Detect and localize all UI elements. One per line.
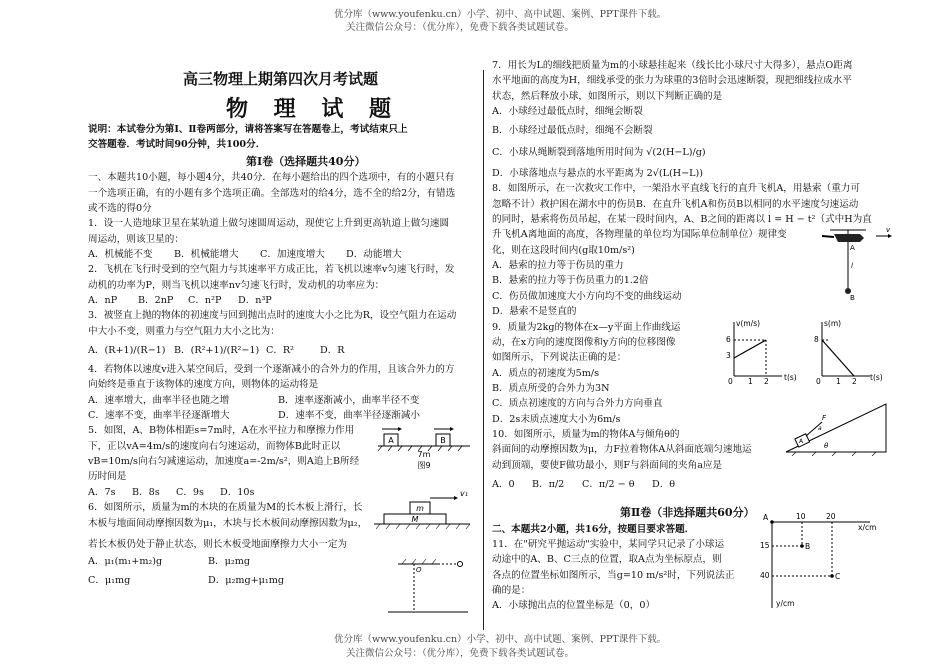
option: D．小球落地点与悬点的水平距离为 2√(L(H−L)) [492, 168, 703, 180]
option: C．π/2 − θ [582, 478, 635, 490]
q7-text: 7．用长为L的细线把质量为m的小球悬挂起来（线长比小球尺寸大得多），悬点O距离 [492, 60, 853, 71]
option: C．质点初速度的方向与合外力方向垂直 [492, 398, 663, 410]
force-label: F [822, 414, 827, 422]
st-xlabel: t(s) [870, 373, 883, 382]
exam-subtitle: 物 理 试 题 [226, 96, 400, 122]
option: A．速率增大，曲率半径也随之增 [88, 394, 230, 406]
velocity-label: v [886, 226, 891, 234]
q5-text: 历时间是 [88, 471, 127, 483]
column-divider [483, 70, 484, 630]
option: B．π/2 [532, 478, 565, 490]
header-line-2: 关注微信公众号：（优分库），免费下载各类试题试卷。 [346, 22, 575, 33]
q8-text: 升飞机A离地面的高度，各物理量的单位均为国际单位制单位）规律变 [492, 229, 787, 241]
st-xtick: 2 [852, 377, 857, 384]
vt-xtick: 2 [764, 377, 769, 384]
grid-xlabel: x/cm [858, 523, 877, 532]
fig-distance: 7m [417, 450, 431, 459]
option: D．速率不变，曲率半径逐渐减小 [278, 410, 421, 422]
option: C．μ₁mg [88, 575, 131, 587]
option: A．0 [492, 478, 515, 490]
vt-graph [720, 318, 806, 384]
option: C．速率不变，曲率半径逐渐增大 [88, 410, 230, 422]
option: D．悬索不是竖直的 [492, 306, 577, 318]
q11-grid-figure [760, 508, 892, 610]
grid-ytick: 15 [760, 541, 770, 550]
alpha-label: a [818, 425, 822, 432]
q9-text: 9．质量为2kg的物体在x—y平面上作曲线运 [492, 321, 681, 333]
q4-text: 4．若物体以速度v进入某空间后，受到一个逐渐减小的合外力的作用，且该合外力的方 [88, 364, 455, 376]
q1-text: 1．设一人造地球卫星在某轨道上做匀速圆周运动，现使它上升到更高轨道上做匀速圆 [88, 218, 450, 230]
person-label: B [850, 294, 855, 302]
q4-options [88, 393, 476, 408]
q1-text: 周运动，则该卫星的： [88, 233, 184, 245]
q9-text: 动，在x方向的速度图像和y方向的位移图像 [492, 336, 676, 348]
option: C．小球从绳断裂到落地所用时间为 √(2(H−L)/g) [492, 146, 706, 158]
grid-xtick: 20 [826, 512, 836, 521]
velocity-label: v₁ [460, 489, 468, 498]
option: C．伤员做加速度大小方向均不变的曲线运动 [492, 290, 682, 302]
q8-figure [820, 222, 896, 304]
vt-ylabel: v(m/s) [736, 319, 761, 328]
option: B．质点所受的合外力为3N [492, 382, 610, 394]
option: A．机械能不变 [88, 249, 153, 260]
q4-text: 向始终是垂直于该物体的速度方向，则物体的运动将是 [88, 379, 319, 391]
theta-label: θ [824, 442, 829, 450]
helicopter-label: A [850, 244, 855, 252]
q7-text: 状态，然后释放小球，如图所示，则以下判断正确的是 [492, 90, 723, 102]
option: A．nP [88, 295, 118, 307]
q1-options [88, 247, 476, 262]
option: C．n²P [188, 295, 222, 307]
q2-text: 动机的功率为P，则当飞机以速率nv匀速飞行时，发动机的功率应为： [88, 279, 385, 291]
q11-text: 确的是： [492, 584, 531, 596]
option: A．(R+1)/(R−1) [88, 345, 166, 357]
grid-ylabel: y/cm [776, 599, 795, 608]
point-a [770, 520, 774, 524]
q8-text: 8．如图所示，在一次救灾工作中，一架沿水平直线飞行的直升飞机A，用悬索（重力可 [492, 183, 860, 195]
exam-title: 高三物理上期第四次月考试题 [183, 70, 379, 88]
part2-title: 第Ⅱ卷（非选择题共60分） [620, 505, 755, 519]
vt-xlabel: t(s) [784, 373, 797, 382]
vt-ytick: 3 [726, 351, 731, 360]
q10-text: 动到顶端，要使F做功最小，则F与斜面间的夹角a应是 [492, 459, 723, 471]
grid-ytick: 40 [760, 571, 770, 580]
option: C．加速度增大 [260, 249, 325, 260]
fig-label: 图9 [417, 461, 431, 470]
option: B．速率逐渐减小，曲率半径不变 [278, 394, 420, 406]
q3-text: 中大小不变，则重力与空气阻力大小之比为： [88, 325, 280, 337]
block-a-label: A [388, 436, 394, 445]
st-ylabel: s(m) [824, 319, 842, 328]
section-2-intro: 二、本题共2小题，共16分，按题目要求答题． [492, 523, 695, 535]
point-label: A [763, 513, 769, 522]
q11-text: 动途中的A、B、C三点的位置，取A点为坐标原点，则 [492, 554, 722, 566]
q3-text: 3．被竖直上抛的物体的初速度与回到抛出点时的速度大小之比为R，设空气阻力在运动 [88, 310, 457, 322]
part1-intro: 一个选项正确，有的小题有多个选项正确。全部选对的给4分，选不全的给2分，有错选 [88, 187, 456, 199]
option: B．小球经过最低点时，细绳不会断裂 [492, 125, 653, 137]
option: D．θ [652, 478, 676, 490]
q11-text: 各点的位置坐标如图所示，当g=10 m/s²时，下列说法正 [492, 569, 735, 581]
vt-ytick: 6 [726, 335, 731, 344]
option: A．悬索的拉力等于伤员的重力 [492, 260, 624, 272]
footer-line-1: 优分库（www.youfenku.cn）小学、初中、高中试题、案例、PPT课件下载。 [334, 634, 667, 645]
q9-text: 如图所示，下列说法正确的是： [492, 352, 627, 364]
q10-figure [782, 400, 888, 456]
q6-figure [372, 488, 472, 536]
st-xtick: 0 [816, 377, 821, 384]
intro-line: 交答题卷．考试时间90分钟，共100分． [88, 139, 266, 151]
option: A．7s [88, 486, 116, 498]
q8-text: 的同时，悬索将伤员吊起，在某一段时间内，A、B之间的距离以 l = H − t²（式中H为直 [492, 214, 872, 226]
part1-intro: 一、本题共10小题，每小题4分，共40分．在每小题给出的四个选项中，有的小题只有 [88, 172, 455, 184]
q3-options [88, 339, 476, 362]
q6-text: 6．如图所示，质量为m的木块的在质量为M的长木板上滑行，长 [88, 502, 363, 514]
intro-line: 说明：本试卷分为第Ⅰ、Ⅱ卷两部分，请将答案写在答题卷上，考试结束只上 [88, 124, 408, 135]
option: B．机械能增大 [174, 249, 239, 260]
option: D．10s [220, 486, 255, 498]
q2-text: 2．飞机在飞行时受到的空气阻力与其速率平方成正比，若飞机以速率v匀速飞行时，发 [88, 264, 455, 276]
st-series-line [822, 340, 854, 376]
option: D．μ₂mg+μ₁mg [208, 575, 284, 587]
q5-text: 下，正以vA=4m/s的速度向右匀速运动，而物体B此时正以 [88, 440, 341, 452]
option: B．(R²+1)/(R²−1) [174, 345, 260, 357]
option: C．9s [176, 486, 204, 498]
option: D．2s末质点速度大小为6m/s [492, 413, 621, 425]
option: B．2nP [138, 295, 174, 307]
q8-text: 忽略不计）救护困在湖水中的伤员B．在直升飞机A和伤员B以相同的水平速度匀速运动 [492, 198, 859, 210]
point-label: C [835, 572, 841, 581]
point-b [800, 544, 804, 548]
q11-text: 11．在"研究平抛运动"实验中，某同学只记录了小球运 [492, 538, 725, 550]
q10-text: 斜面间的动摩擦因数为μ，力F拉着物体A从斜面底端匀速地运 [492, 444, 752, 456]
option: A．μ₁(m₁+m₂)g [88, 556, 163, 568]
option: B．8s [132, 486, 160, 498]
vt-xtick: 1 [748, 377, 753, 384]
grid-xtick: 10 [796, 512, 806, 521]
block-b-label: B [440, 436, 446, 445]
option: D．n³P [238, 295, 272, 307]
vt-xtick: 0 [728, 377, 733, 384]
option: B．μ₂mg [208, 556, 250, 568]
header-line-1: 优分库（www.youfenku.cn）小学、初中、高中试题、案例、PPT课件下载。 [334, 9, 667, 20]
q7-text: 水平地面的高度为H，细线承受的张力为球重的3倍时会迅速断裂，现把细线拉成水平 [492, 75, 852, 87]
vt-series-line [734, 340, 766, 358]
q10-options [492, 473, 892, 496]
q5-text: vB=10m/s向右匀减速运动，加速度a=-2m/s²，则A追上B所经 [88, 456, 360, 468]
st-xtick: 1 [836, 377, 841, 384]
option: B．悬索的拉力等于伤员重力的1.2倍 [492, 275, 649, 287]
part1-intro: 或不选的得0分 [88, 202, 152, 214]
pivot-label: O [416, 566, 422, 574]
part1-title: 第Ⅰ卷（选择题共40分） [246, 154, 366, 168]
option: D．R [320, 345, 345, 357]
st-ytick: 8 [814, 335, 819, 344]
block-a-label: A [799, 438, 804, 445]
option: A．小球经过最低点时，细绳会断裂 [492, 106, 643, 118]
q10-text: 10．如图所示，质量为m的物体A与倾角θ的 [492, 428, 680, 440]
q5-figure [378, 418, 470, 470]
q6-text: 若长木板仍处于静止状态，则长木板受地面摩擦力大小一定为 [88, 538, 348, 550]
q2-options [88, 293, 476, 308]
point-c [830, 574, 834, 578]
q5-text: 5．如图，A、B物体相距s=7m时，A在水平拉力和摩擦力作用 [88, 425, 355, 437]
block-label: m [416, 504, 424, 513]
q8-text: 化，则在这段时间内(g取10m/s²) [492, 244, 635, 256]
st-graph [808, 318, 892, 384]
option: C．R² [266, 345, 295, 357]
option: A．小球抛出点的位置坐标是（0，0） [492, 600, 656, 612]
rope-label: l [851, 262, 853, 270]
option: D．动能增大 [346, 249, 402, 260]
q7-figure [378, 556, 478, 616]
board-label: M [411, 515, 419, 524]
helicopter-body [834, 234, 864, 242]
q6-text: 木板与地面间动摩擦因数为μ₁，木块与长木板间动摩擦因数为μ₂， [88, 517, 368, 529]
footer-line-2: 关注微信公众号：（优分库），免费下载各类试题试卷。 [346, 648, 575, 659]
point-label: B [805, 542, 811, 551]
option: A．质点的初速度为5m/s [492, 367, 600, 379]
